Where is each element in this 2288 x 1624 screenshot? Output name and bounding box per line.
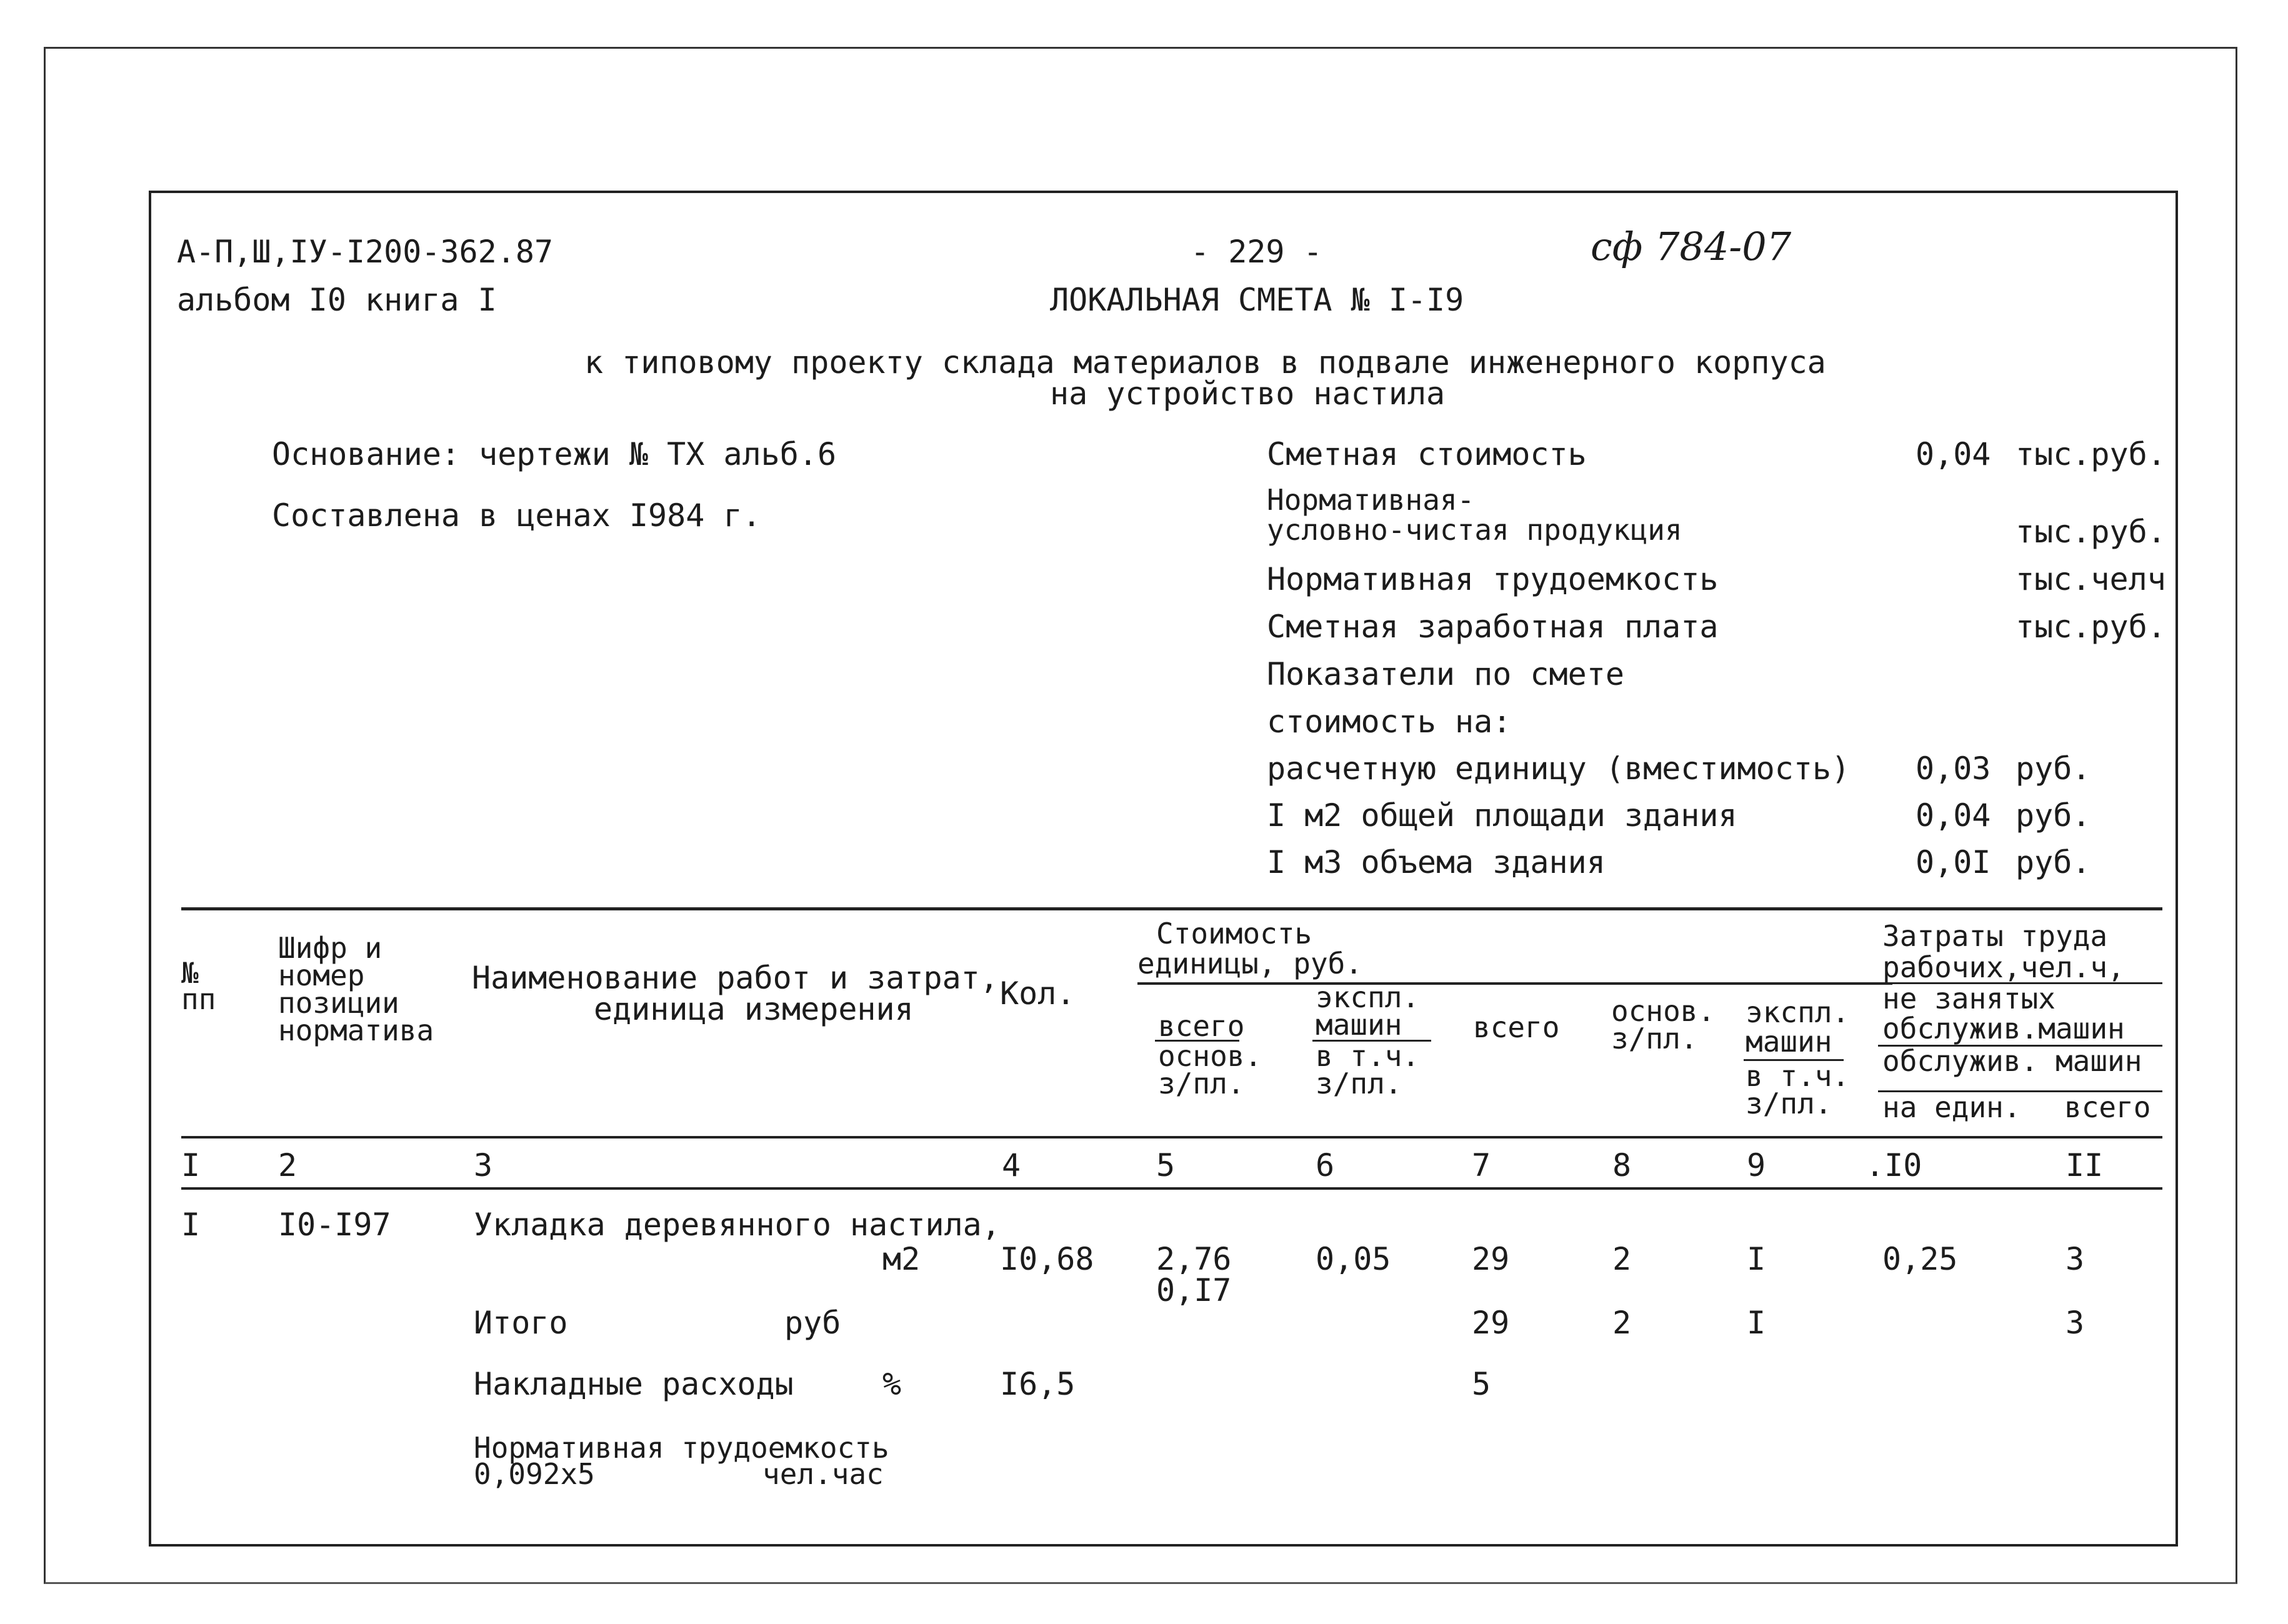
row-c10: 0,25 xyxy=(1882,1241,1958,1277)
header-code: позиции xyxy=(278,986,399,1020)
header-c6: машин xyxy=(1316,1008,1402,1042)
summary-unit: тыс.руб. xyxy=(2016,609,2166,645)
document-subtitle-line1: к типовому проекту склада материалов в подвале инженерного корпуса xyxy=(584,344,1826,381)
column-number: 7 xyxy=(1472,1147,1491,1183)
header-code: Шифр и xyxy=(278,931,382,965)
labor-unit: чел.час xyxy=(762,1457,884,1491)
total-c8: 2 xyxy=(1612,1305,1632,1341)
summary-value: 0,0I xyxy=(1916,844,1991,880)
header-unit-cost: Стоимость xyxy=(1156,917,1312,950)
document-code: А-П,Ш,IУ-I200-362.87 xyxy=(177,234,554,270)
row-c6: 0,05 xyxy=(1316,1241,1391,1277)
header-labor: не занятых xyxy=(1882,982,2056,1015)
header-labor: обслужив. машин xyxy=(1882,1044,2142,1078)
total-unit: руб xyxy=(784,1305,841,1341)
summary-value: 0,04 xyxy=(1916,797,1991,834)
column-number: 5 xyxy=(1156,1147,1176,1183)
header-name: Наименование работ и затрат, xyxy=(472,960,999,996)
header-labor: рабочих,чел.ч, xyxy=(1882,950,2125,984)
prices-text: Составлена в ценах I984 г. xyxy=(272,497,761,534)
header-c9: в т.ч. xyxy=(1746,1059,1850,1093)
row-c5-total: 2,76 xyxy=(1156,1241,1232,1277)
summary-label: стоимость на: xyxy=(1267,704,1512,740)
header-c6: экспл. xyxy=(1316,980,1420,1014)
row-c7: 29 xyxy=(1472,1241,1510,1277)
summary-label: условно-чистая продукция xyxy=(1267,513,1682,547)
header-num: пп xyxy=(181,982,216,1016)
column-number: .I0 xyxy=(1866,1147,1922,1183)
summary-label: Нормативная трудоемкость xyxy=(1267,561,1719,597)
document-subtitle-line2: на устройство настила xyxy=(1050,376,1446,412)
summary-unit: тыс.челч xyxy=(2016,561,2166,597)
header-quantity: Кол. xyxy=(1000,975,1076,1012)
column-number: 6 xyxy=(1316,1147,1335,1183)
row-name: Укладка деревянного настила, xyxy=(474,1207,1001,1243)
summary-label: Нормативная- xyxy=(1267,483,1475,517)
row-num: I xyxy=(181,1207,201,1243)
overhead-c7: 5 xyxy=(1472,1366,1491,1402)
row-c9: I xyxy=(1747,1241,1766,1277)
total-name: Итого xyxy=(474,1305,568,1341)
column-number: 9 xyxy=(1747,1147,1766,1183)
row-c5-wage: 0,I7 xyxy=(1156,1272,1232,1308)
header-c5: основ. xyxy=(1158,1039,1262,1073)
header-code: норматива xyxy=(278,1014,434,1047)
header-name: единица измерения xyxy=(594,991,914,1027)
header-num: № xyxy=(181,956,199,990)
column-number: II xyxy=(2066,1147,2104,1183)
column-number: 8 xyxy=(1612,1147,1632,1183)
summary-label: Сметная заработная плата xyxy=(1267,609,1719,645)
summary-unit: руб. xyxy=(2016,750,2091,787)
header-c9: машин xyxy=(1746,1025,1832,1059)
page-number: - 229 - xyxy=(1191,234,1322,270)
summary-label: Показатели по смете xyxy=(1267,656,1624,692)
total-c11: 3 xyxy=(2066,1305,2085,1341)
summary-value: 0,03 xyxy=(1916,750,1991,787)
overhead-unit: % xyxy=(882,1366,902,1402)
total-c7: 29 xyxy=(1472,1305,1510,1341)
basis-text: Основание: чертежи № ТХ альб.6 xyxy=(272,436,837,472)
header-c6: з/пл. xyxy=(1316,1067,1402,1100)
summary-value: 0,04 xyxy=(1916,436,1991,472)
summary-label: I м2 общей площади здания xyxy=(1267,797,1737,834)
row-c11: 3 xyxy=(2066,1241,2085,1277)
header-c10: на един. xyxy=(1882,1090,2021,1124)
header-labor: Затраты труда xyxy=(1882,919,2108,953)
header-c11: всего xyxy=(2064,1090,2151,1124)
album-info: альбом I0 книга I xyxy=(177,282,497,318)
row-code: I0-I97 xyxy=(278,1207,391,1243)
unit-cost-rule xyxy=(1137,982,1892,985)
column-number: 2 xyxy=(278,1147,297,1183)
header-c8: основ. xyxy=(1611,994,1716,1028)
column-number: I xyxy=(181,1147,201,1183)
row-unit: м2 xyxy=(882,1241,921,1277)
header-labor: обслужив.машин xyxy=(1882,1012,2125,1045)
header-c9: з/пл. xyxy=(1746,1087,1832,1120)
header-code: номер xyxy=(278,959,365,992)
table-top-rule xyxy=(181,907,2162,910)
overhead-name: Накладные расходы xyxy=(474,1366,794,1402)
labor-name: Нормативная трудоемкость xyxy=(474,1431,889,1465)
header-c6: в т.ч. xyxy=(1316,1039,1420,1073)
document-title: ЛОКАЛЬНАЯ СМЕТА № I-I9 xyxy=(1050,282,1464,318)
header-c9: экспл. xyxy=(1746,995,1850,1029)
header-unit-cost: единицы, руб. xyxy=(1137,947,1363,980)
total-c9: I xyxy=(1747,1305,1766,1341)
row-quantity: I0,68 xyxy=(1000,1241,1094,1277)
labor-formula: 0,092х5 xyxy=(474,1457,595,1491)
column-numbers-rule xyxy=(181,1187,2162,1190)
header-c8: з/пл. xyxy=(1611,1022,1698,1055)
summary-unit: тыс.руб. xyxy=(2016,436,2166,472)
column-number: 4 xyxy=(1002,1147,1021,1183)
header-bottom-rule xyxy=(181,1136,2162,1138)
column-number: 3 xyxy=(474,1147,493,1183)
summary-label: I м3 объема здания xyxy=(1267,844,1606,880)
header-c7: всего xyxy=(1473,1010,1560,1044)
overhead-quantity: I6,5 xyxy=(1000,1366,1076,1402)
summary-label: расчетную единицу (вместимость) xyxy=(1267,750,1851,787)
handwritten-note: сф 784-07 xyxy=(1591,224,1792,269)
summary-unit: руб. xyxy=(2016,797,2091,834)
summary-unit: руб. xyxy=(2016,844,2091,880)
row-c8: 2 xyxy=(1612,1241,1632,1277)
header-c5: всего xyxy=(1158,1009,1245,1043)
summary-label: Сметная стоимость xyxy=(1267,436,1587,472)
summary-unit: тыс.руб. xyxy=(2016,514,2166,550)
header-c5: з/пл. xyxy=(1158,1067,1245,1100)
